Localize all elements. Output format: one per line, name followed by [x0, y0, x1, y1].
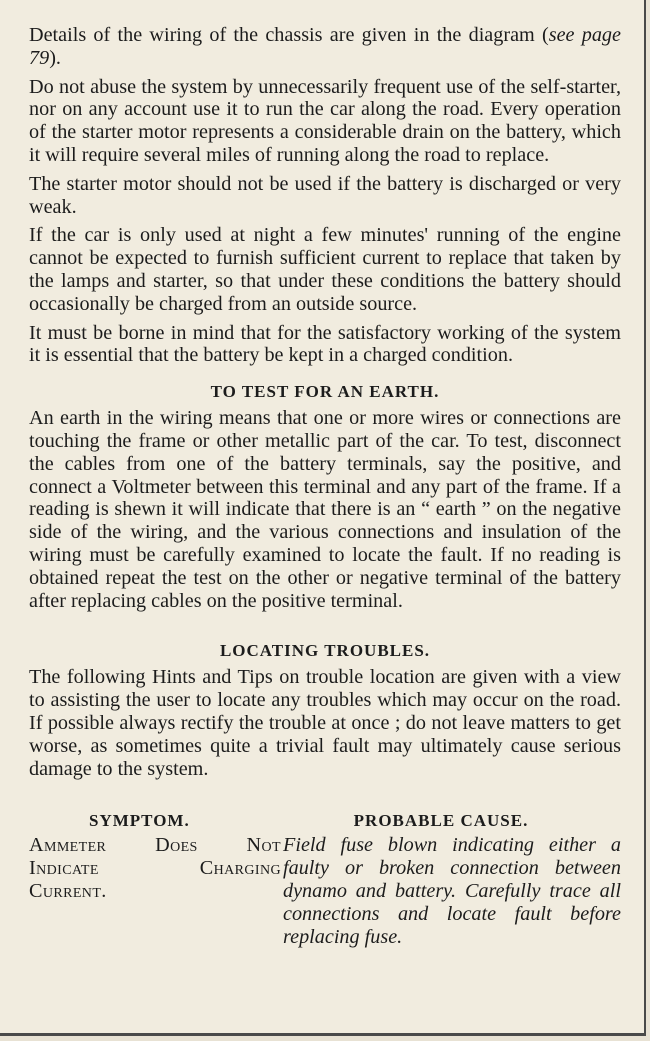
- heading-locating-troubles: LOCATING TROUBLES.: [219, 641, 431, 661]
- paragraph-locating-troubles: The following Hints and Tips on trouble location are given with a view to assisting the user to locate any troubles which may occur on the road. If possible always rectify the trouble at once ; do not leave matters to get worse, as sometimes quite a trivial fault may ultimately cause serious damage to the system.: [29, 666, 621, 780]
- page-content: [29, 24, 621, 948]
- symptom-line: Ammeter Does Not: [29, 834, 281, 857]
- probable-cause-column-header: PROBABLE CAUSE.: [353, 811, 529, 831]
- diagram-reference-text: Details of the wiring of the chassis are given in the diagram (: [29, 24, 549, 46]
- symptom-column-header: SYMPTOM.: [89, 811, 190, 831]
- paragraph-starter-abuse: Do not abuse the system by unnecessarily frequent use of the self-starter, nor on any account use it to run the car along the road. Every operation of the starter motor represents a considerable drain on the battery, which it will require several miles of running along the road to replace.: [29, 75, 621, 166]
- paragraph-night-use: If the car is only used at night a few minutes' running of the engine cannot be expected to furnish sufficient current to replace that taken by the lamps and starter, so that under these conditions the battery should occasionally be charged from an outside source.: [29, 224, 621, 315]
- heading-test-for-earth: TO TEST FOR AN EARTH.: [210, 382, 440, 402]
- symptom-line: Current.: [29, 879, 107, 902]
- paragraph-diagram-reference: Details of the wiring of the chassis are given in the diagram (see page 79).: [29, 24, 621, 69]
- see-page-reference: see page 79: [29, 24, 621, 69]
- trouble-table-row: [29, 834, 621, 948]
- paragraph-battery-discharged: The starter motor should not be used if the battery is discharged or very weak.: [29, 172, 621, 218]
- paragraph-earth-test: An earth in the wiring means that one or more wires or connections are touching the frame or other metallic part of the car. To test, disconnect the cables from one of the battery terminals, say the positive, and connect a Voltmeter between this terminal and any part of the frame. If a reading is shewn it will indicate that there is an “ earth ” on the negative side of the wiring, and the various connections and insulation of the wiring must be carefully examined to locate the fault. If no reading is obtained repeat the test on the other or negative terminal of the battery after replacing cables on the positive terminal.: [29, 407, 621, 612]
- symptom-cell: [29, 834, 281, 948]
- probable-cause-cell: Field fuse blown indicating either a faulty or broken connection between dynamo and battery. Carefully trace all connections and locate fault before replacing fuse.: [283, 834, 621, 948]
- paragraph-charged-condition: It must be borne in mind that for the satisfactory working of the system it is essential that the battery be kept in a charged condition.: [29, 321, 621, 367]
- trouble-table-header: [29, 810, 621, 832]
- symptom-line: Indicate Charging: [29, 857, 281, 880]
